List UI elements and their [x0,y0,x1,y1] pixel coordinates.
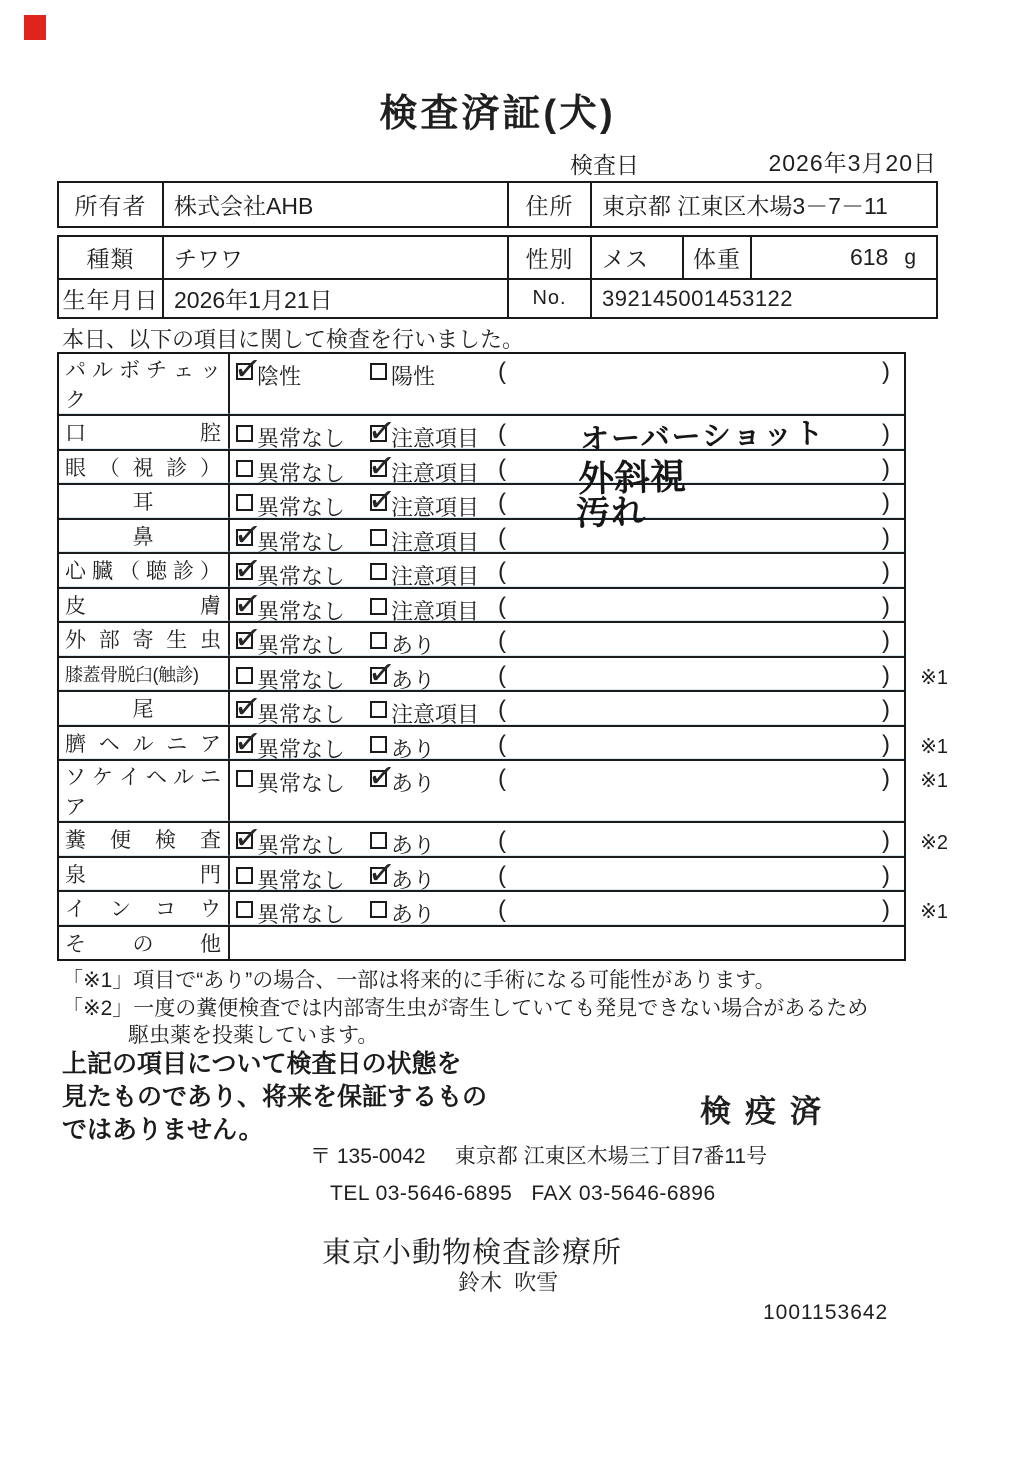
table-row-inguinal-hernia [59,759,948,821]
option-label: 異常なし [257,564,346,589]
option-label: あり [391,771,436,796]
weight-unit: g [904,245,916,269]
paren-open: ( [498,896,506,923]
checkbox-normal [236,770,253,787]
remark-note: ※1 [920,770,948,792]
checkbox-normal [236,529,253,546]
row-label: 心 臓 （ 聴 診 ） [65,560,221,584]
row-label: 皮 膚 [65,594,221,618]
paren-close: ) [882,627,890,654]
table-row-ears [59,483,904,533]
paren-open: ( [498,489,506,516]
address-value: 東京都 江東区木場3－7－11 [590,183,936,226]
clinic-name: 東京小動物検査診療所 [322,1237,623,1269]
row-label: 眼 （ 視 診 ） [65,456,221,480]
clinic-postal-address: 〒 135-0042 東京都 江東区木場三丁目7番11号 [310,1145,768,1168]
owner-label: 所有者 [74,193,147,219]
paren-open: ( [498,558,506,585]
option-label: 注意項目 [391,426,480,451]
checkbox-positive [370,363,387,380]
option-label: 注意項目 [391,598,480,624]
paren-close: ) [882,592,890,620]
option-label: 異常なし [257,495,346,520]
page-title: 検査済証(犬) [379,93,616,135]
handwritten-note: 汚れ [575,493,647,533]
checklist-table [57,352,948,961]
paren-close: ) [882,730,890,758]
option-label: 異常なし [257,460,346,486]
checkbox-normal [236,701,253,718]
option-label: あり [391,736,436,762]
inspection-date-label: 検査日 [570,152,639,178]
footnote-2-cont: 駆虫薬を投薬しています。 [128,1024,379,1047]
row-label: 耳 [132,491,154,515]
row-label: 泉 門 [65,863,221,887]
row-label: 口 腔 [65,422,221,446]
paren-open: ( [498,696,506,723]
option-label: 陽性 [391,364,436,389]
option-label: あり [391,833,436,858]
option-label: 異常なし [257,702,346,727]
option-label: 異常なし [257,833,346,858]
footnote-2: 「※2」一度の糞便検査では内部寄生虫が寄生していても発見できない場合があるため [62,997,869,1020]
paren-close: ) [882,358,890,385]
paren-open: ( [498,592,506,620]
option-label: 注意項目 [391,529,480,555]
checkbox-normal [236,667,253,684]
paren-open: ( [498,730,506,758]
remark-note: ※2 [920,832,948,854]
option-label: 異常なし [257,736,346,762]
option-label: 異常なし [257,902,346,927]
option-label: 異常なし [257,529,346,555]
checkbox-present [370,867,387,884]
paren-open: ( [498,661,506,689]
paren-open: ( [498,420,506,447]
table-row-heart [59,552,904,587]
table-row-patella [59,656,948,693]
option-label: 異常なし [257,598,346,624]
checkbox-caution [370,425,387,442]
table-row-parvo [59,354,904,414]
checkbox-normal [236,425,253,442]
table-row-tail [59,690,904,725]
option-label: 異常なし [257,667,346,693]
row-label: 糞 便 検 査 [65,829,221,853]
paren-close: ) [882,765,890,792]
remark-note: ※1 [920,901,948,923]
paren-close: ) [882,558,890,585]
remark-note: ※1 [920,735,948,758]
breed-label: 種類 [86,246,135,272]
checkbox-normal [236,736,253,753]
option-label: あり [391,667,436,693]
veterinarian-name: 鈴木 吹雪 [458,1270,559,1295]
paren-open: ( [498,454,506,482]
paren-open: ( [498,523,506,551]
paren-close: ) [882,454,890,482]
handwritten-note: オーバーショット [579,417,826,457]
intro-text: 本日、以下の項目に関して検査を行いました。 [62,327,525,352]
paren-open: ( [498,827,506,854]
table-row-nose [59,518,904,553]
table-row-cryptorchid [59,890,948,927]
checkbox-negative [236,363,253,380]
number-label: No. [507,280,590,317]
paren-close: ) [882,696,890,723]
table-row-other [59,925,904,960]
row-label: パ ル ボ チ ェ ッ ク [65,359,221,412]
checkbox-caution [370,529,387,546]
dob-value: 2026年1月21日 [162,280,507,317]
quarantine-stamp: 検疫済 [700,1094,835,1129]
table-row-eyes [59,449,904,499]
paren-close: ) [882,896,890,923]
checkbox-present [370,832,387,849]
clinic-tel-fax: TEL 03-5646-6895 FAX 03-5646-6896 [330,1182,716,1205]
paren-open: ( [498,627,506,654]
option-label: 注意項目 [391,460,480,486]
owner-table [57,181,938,228]
option-label: 陰性 [257,364,302,389]
row-label: そ の 他 [65,932,221,956]
checkbox-normal [236,563,253,580]
table-row-fontanelle [59,856,904,891]
animal-info-row2 [59,280,936,317]
option-label: 注意項目 [391,495,480,520]
option-label: 異常なし [257,867,346,893]
paren-close: ) [882,661,890,689]
table-row-skin [59,587,904,622]
option-label: あり [391,867,436,893]
checkbox-normal [236,632,253,649]
dob-label: 生年月日 [62,287,159,313]
checkbox-normal [236,494,253,511]
checkbox-present [370,632,387,649]
row-label: 尾 [132,698,154,722]
serial-number: 1001153642 [763,1301,889,1324]
option-label: 注意項目 [391,564,480,589]
checkbox-caution [370,598,387,615]
paren-close: ) [882,523,890,551]
row-label: 膝蓋骨脱臼(触診) [65,664,199,685]
checkbox-normal [236,867,253,884]
option-label: あり [391,633,436,658]
row-label: ソ ケ イ ヘ ル ニ ア [65,766,221,819]
checkbox-caution [370,494,387,511]
checkbox-caution [370,563,387,580]
footnote-1: 「※1」項目で“あり”の場合、一部は将来的に手術になる可能性があります。 [62,969,776,992]
option-label: 異常なし [257,633,346,658]
option-label: 異常なし [257,771,346,796]
disclaimer-text [62,1048,487,1147]
checkbox-present [370,667,387,684]
checkbox-normal [236,832,253,849]
disclaimer-line: 上記の項目について検査日の状態を [62,1050,462,1078]
row-label: 臍 ヘ ル ニ ア [65,732,221,756]
animal-info-row1 [59,237,936,280]
inspection-date-value: 2026年3月20日 [768,150,937,176]
sex-value: メス [590,237,682,278]
animal-info-table [57,235,938,319]
checkbox-present [370,770,387,787]
red-stamp-mark [24,15,46,40]
row-label: 外 部 寄 生 虫 [65,629,221,653]
paren-close: ) [882,861,890,889]
checkbox-normal [236,460,253,477]
option-label: 注意項目 [391,702,480,727]
option-label: 異常なし [257,426,346,451]
remark-note: ※1 [920,666,948,689]
checkbox-caution [370,701,387,718]
number-value: 392145001453122 [590,280,936,317]
owner-value: 株式会社AHB [162,183,507,226]
option-label: あり [391,902,436,927]
table-row-umbilical-hernia [59,725,948,762]
row-label: 鼻 [132,525,154,549]
table-row-ectoparasite [59,621,904,656]
paren-open: ( [498,358,506,385]
checkbox-present [370,736,387,753]
checkbox-caution [370,460,387,477]
address-label: 住所 [507,183,590,226]
breed-value: チワワ [162,237,507,278]
disclaimer-line: 見たものであり、将来を保証するもの [62,1083,488,1111]
checkbox-normal [236,901,253,918]
table-row-fecal-exam [59,821,948,858]
row-label: イ ン コ ウ [65,898,221,922]
weight-label: 体重 [682,237,750,278]
weight-value [750,237,936,278]
paren-open: ( [498,765,506,792]
checkbox-present [370,901,387,918]
sex-label: 性別 [507,237,590,278]
table-row-mouth [59,414,904,457]
weight-number: 618 [849,244,889,270]
handwritten-note: 外斜視 [577,455,687,499]
paren-close: ) [882,489,890,516]
checkbox-normal [236,598,253,615]
paren-open: ( [498,861,506,889]
paren-close: ) [882,420,890,447]
paren-close: ) [882,827,890,854]
disclaimer-line: ではありません。 [62,1116,264,1144]
